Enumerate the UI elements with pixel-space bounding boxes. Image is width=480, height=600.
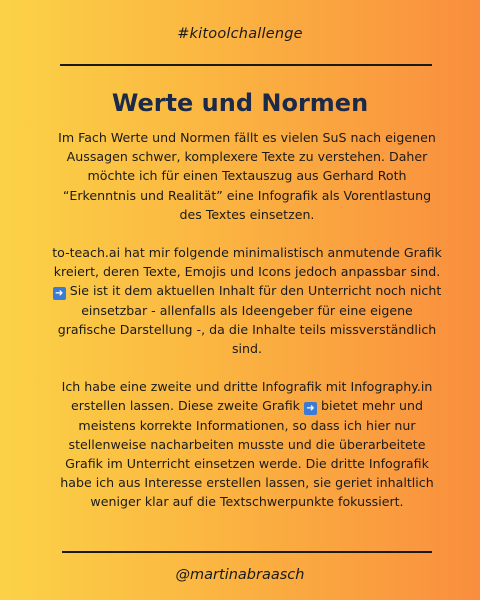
right-arrow-icon: ➜: [304, 402, 317, 415]
paragraph-2-part-1: to-teach.ai hat mir folgende minimalistisch anmutende Grafik kreiert, deren Texte, Emojis und Icons jedoch anpassbar sind.: [52, 245, 442, 280]
paragraph-1: Im Fach Werte und Normen fällt es vielen SuS nach eigenen Aussagen schwer, komplexere Texte zu verstehen. Daher möchte ich für einen Textauszug aus Gerhard Roth “Erkenntnis und Realität” eine Infografik als Vorentlastung des Textes einsetzen.: [58, 130, 436, 222]
paragraph-3-part-2: bietet mehr und meistens korrekte Informationen, so dass ich hier nur stellenweise nacharbeiten musste und die überarbeitete Grafik im Unterricht einsetzen werde. Die dritte Infografik habe ich aus Interesse erstellen lassen, sie geriet inhaltlich weniger klar auf die Textschwerpunkte fokussiert.: [60, 398, 434, 510]
page-title: Werte und Normen: [111, 89, 369, 117]
top-divider: [60, 64, 432, 66]
paragraph-2: [52, 243, 442, 358]
paragraph-3-part-1: Ich habe eine zweite und dritte Infografik mit Infography.in erstellen lassen. Diese zweite Grafik: [61, 379, 433, 414]
hashtag-text: #kitoolchallenge: [177, 26, 303, 42]
author-handle: @martinabraasch: [175, 567, 305, 583]
paragraph-2-part-2: Sie ist it dem aktuellen Inhalt für den Unterricht noch nicht einsetzbar - allenfalls als Ideengeber für eine eigene grafische Darstellung -, da die Inhalte teils missverständlich sind.: [57, 283, 442, 357]
right-arrow-icon: ➜: [53, 287, 66, 300]
paragraph-3: [52, 377, 442, 511]
bottom-divider: [62, 551, 432, 553]
body-text: [52, 128, 442, 531]
